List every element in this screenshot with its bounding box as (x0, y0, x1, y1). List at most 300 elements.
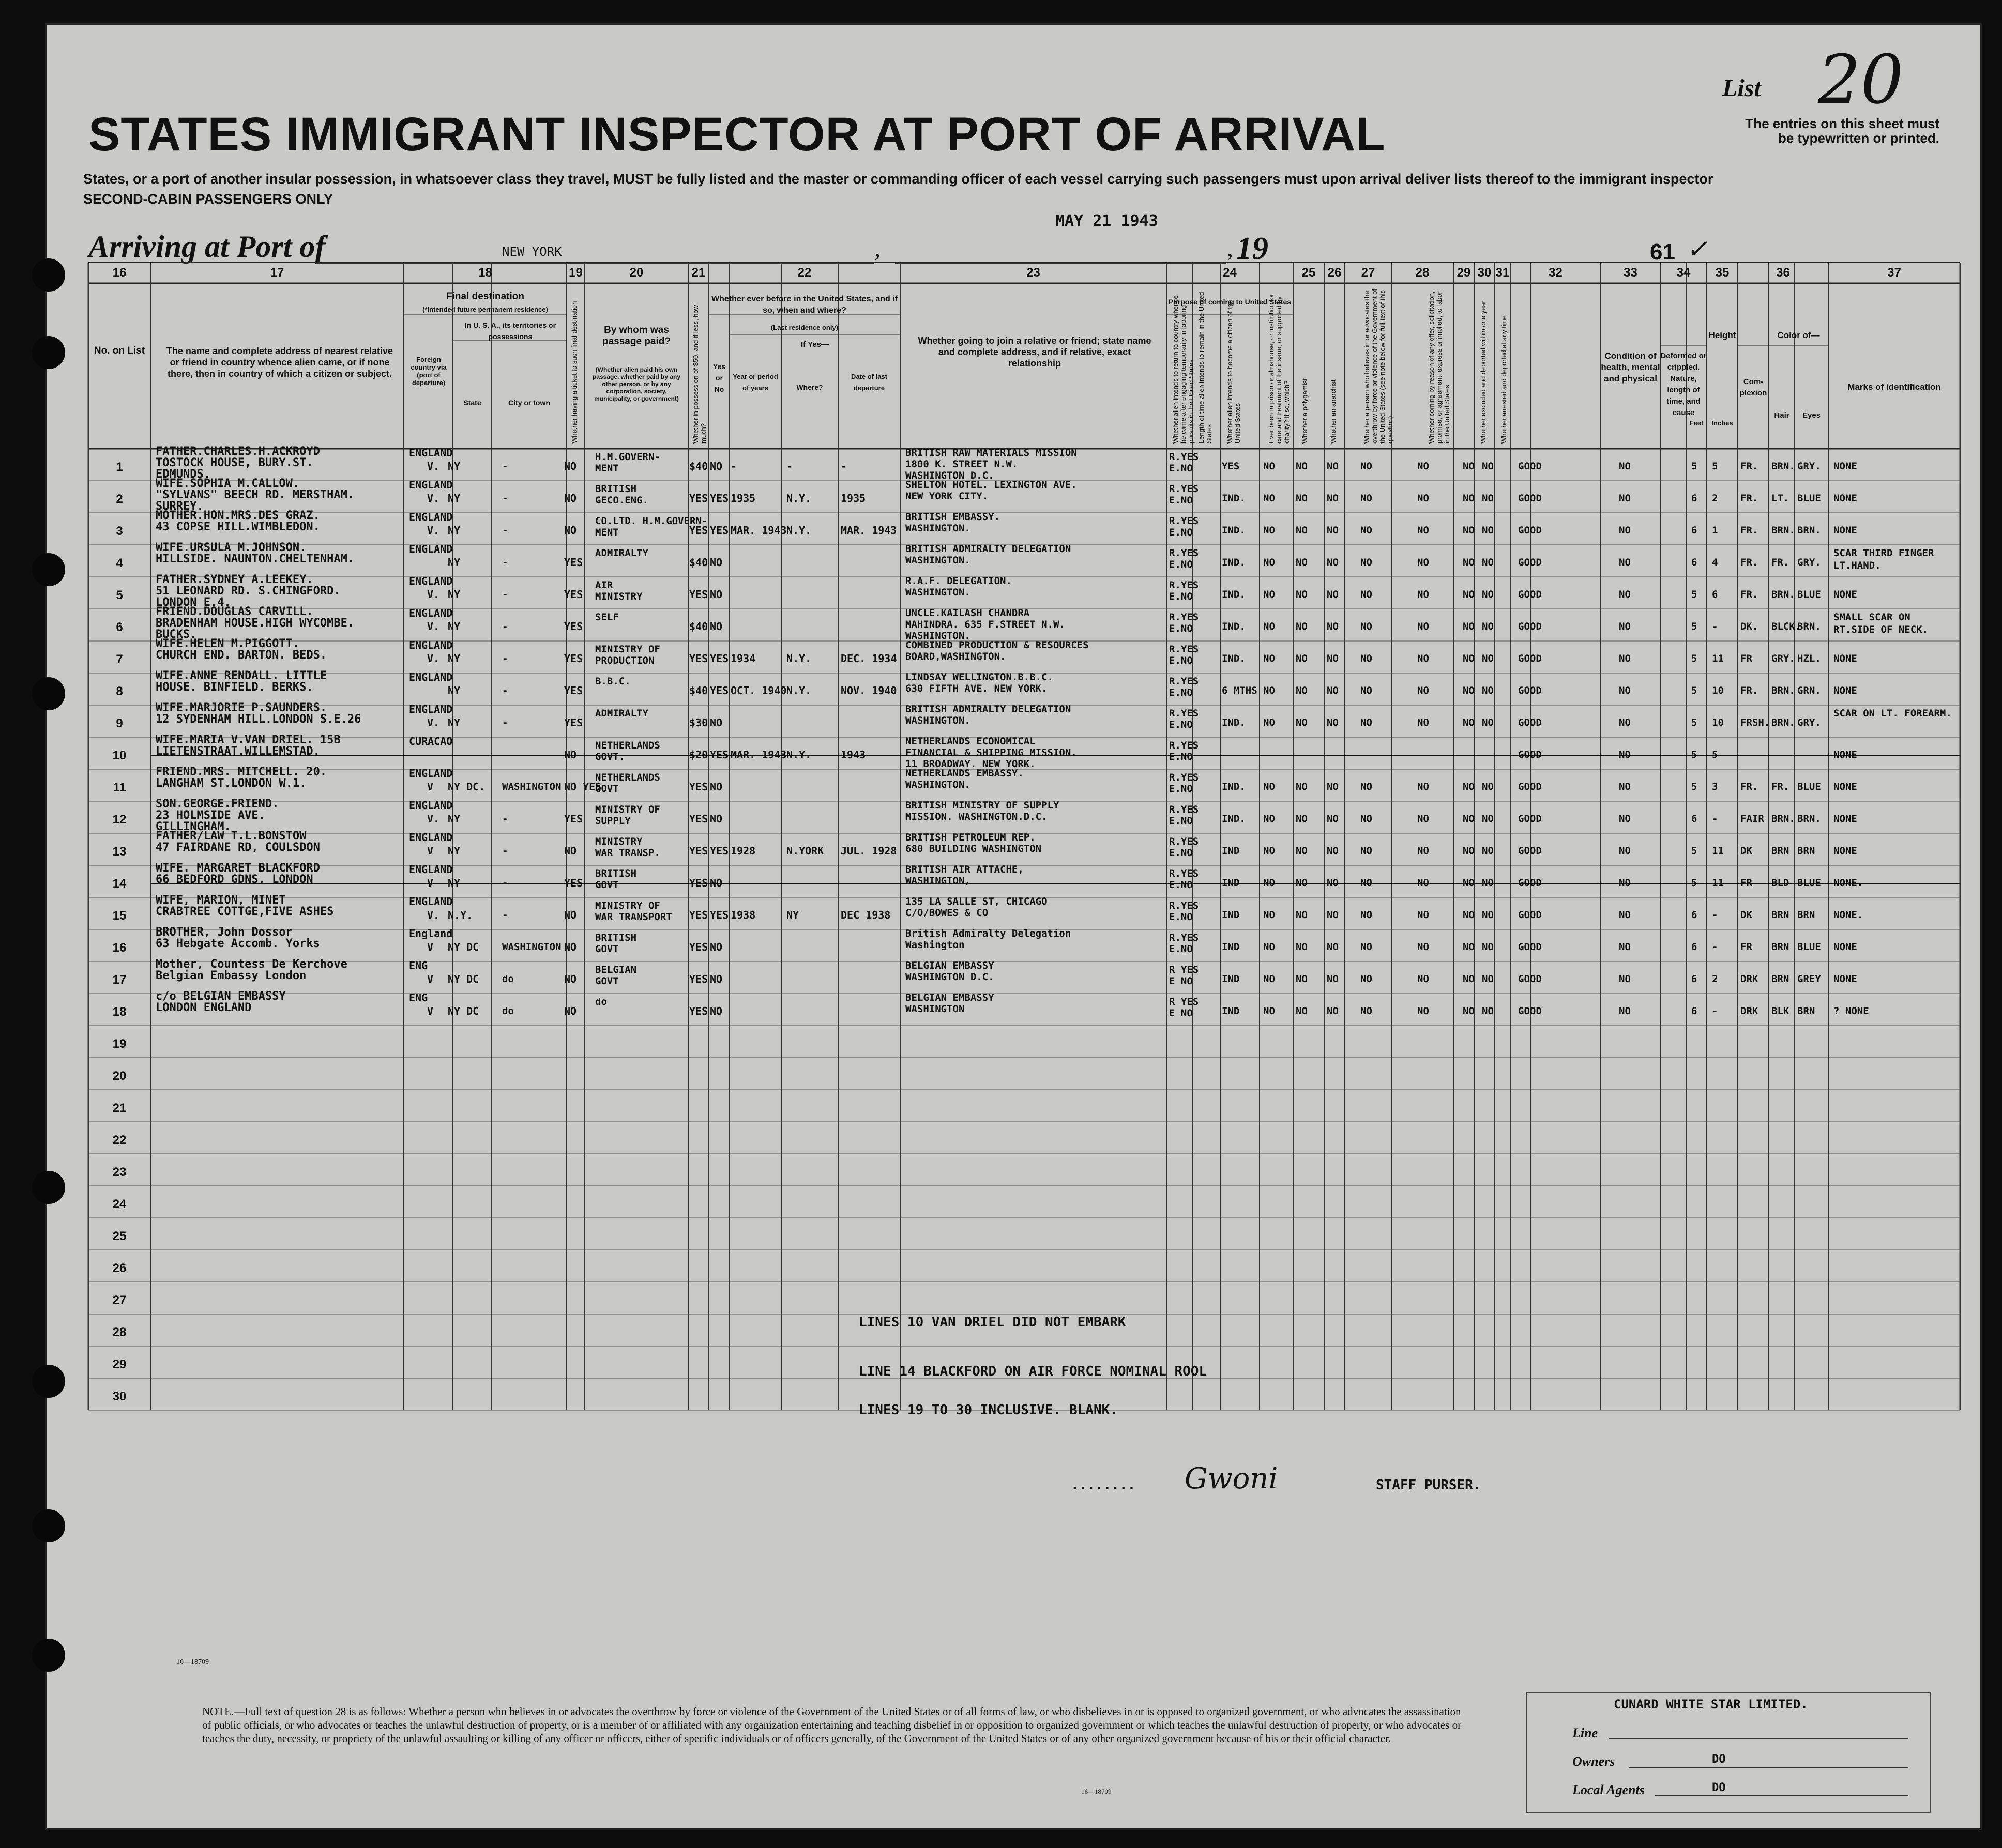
relative-address: 23 HOLMSIDE AVE. (156, 809, 265, 822)
relative-address: TOSTOCK HOUSE, BURY.ST. (156, 456, 313, 469)
height-feet: 6 (1691, 557, 1697, 568)
question-28-note: NOTE.—Full text of question 28 is as follows: Whether a person who believes in or advocates the overthrow by force or violence of the Government of the United States or of all forms of law, or who disbelieves in or is opposed to organized government, or who advocates the assassination of public officials, or who advocates or teaches the unlawful destruction of property, or is a member of or affiliated with any organization entertaining and teaching disbelief in or opposition to organized government or which teaches the unlawful destruction of property, or who advocates or teaches the duty, necessity, or propriety of the unlawful assaulting or killing of any officer or officers, either of specific individuals or of officers generally, of the Government of the United States or of any other organized government because of his or their official character. (202, 1705, 1462, 1745)
ticket: YES (564, 877, 583, 889)
health: GOOD (1518, 749, 1542, 760)
hair: BRN. (1771, 685, 1795, 696)
via: V. (427, 909, 440, 921)
purpose-e: E.NO (1169, 911, 1193, 923)
prison: NO (1263, 845, 1275, 857)
eyes: BLUE (1797, 877, 1821, 889)
foreign-country: ENGLAND (409, 511, 453, 523)
height-inches: 5 (1712, 461, 1718, 472)
money: $40 (689, 460, 708, 472)
agents-rule (1655, 1795, 1908, 1796)
ticket: YES (564, 620, 583, 633)
join-3: WASHINGTON. (905, 630, 970, 642)
row-number: 28 (112, 1325, 127, 1339)
join-2: 680 BUILDING WASHINGTON (905, 843, 1042, 854)
passage-paid-2: GOVT (595, 975, 619, 987)
purser-dots: ........ (1071, 1477, 1136, 1493)
ticket: YES (564, 716, 583, 729)
eyes: BRN. (1797, 525, 1821, 536)
strike-through (150, 883, 1960, 884)
via: V (427, 1005, 434, 1017)
health: GOOD (1518, 909, 1542, 921)
ticket: NO YES (564, 781, 602, 793)
join-2: WASHINGTON, (905, 875, 970, 887)
q30: NO (1463, 717, 1475, 728)
polygamist: NO (1296, 525, 1308, 536)
relative-address: LANGHAM ST.LONDON W.1. (156, 777, 307, 790)
line-rule (1609, 1738, 1908, 1739)
row-number: 13 (112, 845, 127, 859)
purpose-r: R.YES (1169, 836, 1199, 847)
q30: NO (1463, 685, 1475, 696)
join-2: NEW YORK CITY. (905, 491, 989, 502)
column-number: 36 (1776, 266, 1790, 280)
length: IND. (1222, 557, 1246, 568)
row-number: 30 (112, 1389, 127, 1403)
eyes: BRN. (1797, 621, 1821, 632)
anarchist: NO (1327, 973, 1339, 985)
q29: NO (1417, 589, 1429, 600)
header-hair: Hair (1774, 411, 1789, 420)
hair: BRN. (1771, 461, 1795, 472)
q28: NO (1360, 621, 1372, 632)
health: GOOD (1518, 461, 1542, 472)
purpose-e: E.NO (1169, 783, 1193, 795)
complexion: FR (1740, 877, 1752, 889)
polygamist: NO (1296, 877, 1308, 889)
city: - (502, 557, 508, 568)
foreign-country: ENGLAND (409, 767, 453, 780)
eyes: BRN (1797, 909, 1815, 921)
prison: NO (1263, 589, 1275, 600)
height-feet: 6 (1691, 1005, 1697, 1017)
header-last-residence: (Last residence only) (770, 324, 839, 331)
anarchist: NO (1327, 941, 1339, 953)
foreign-country: England (409, 927, 453, 940)
q31: NO (1482, 685, 1494, 696)
money: YES (689, 1005, 708, 1017)
city: WASHINGTON (502, 941, 562, 953)
q28: NO (1360, 685, 1372, 696)
join-1: LINDSAY WELLINGTON.B.B.C. (905, 671, 1053, 683)
height-inches: 2 (1712, 493, 1718, 504)
column-number: 22 (797, 266, 812, 280)
relative-name: WIFE.ANNE RENDALL. LITTLE (156, 669, 327, 682)
anarchist: NO (1327, 525, 1339, 536)
foreign-country: ENGLAND (409, 607, 453, 619)
line-label: Line (1572, 1725, 1598, 1740)
join-1: COMBINED PRODUCTION & RESOURCES (905, 639, 1089, 651)
complexion: FR. (1740, 781, 1758, 792)
passage-paid: H.M.GOVERN- (595, 451, 660, 463)
header-purpose: Purpose of coming to United States (1168, 298, 1292, 306)
deformed: NO (1619, 973, 1631, 985)
ticket: YES (564, 813, 583, 825)
comma-2: , (1227, 235, 1233, 262)
city: - (502, 493, 508, 504)
join-2: WASHINGTON. (905, 587, 970, 598)
row-number: 26 (112, 1261, 127, 1275)
join-1: BRITISH ADMIRALTY DELEGATION (905, 704, 1071, 715)
state: NY (448, 492, 461, 505)
complexion: FR. (1740, 493, 1758, 504)
polygamist: NO (1296, 973, 1308, 985)
relative-address: 12 SYDENHAM HILL.LONDON S.E.26 (156, 713, 361, 726)
row-number: 27 (112, 1293, 127, 1307)
binder-hole (32, 336, 65, 369)
state: NY (448, 588, 461, 601)
year: 1935 (731, 492, 756, 505)
via: V. (427, 813, 440, 825)
passage-paid-2: WAR TRANSPORT (595, 911, 672, 923)
polygamist: NO (1296, 813, 1308, 824)
hair: FR. (1771, 781, 1789, 792)
height-feet: 5 (1691, 621, 1697, 632)
eyes: GREY (1797, 973, 1821, 985)
foreign-country: ENG (409, 959, 428, 972)
header-nearest-relative: The name and complete address of nearest relative or friend in country whence alien came, or if none there, then in country of which a citizen or subject. (166, 346, 393, 379)
purpose-e: E.NO (1169, 559, 1193, 570)
relative-address: HOUSE. BINFIELD. BERKS. (156, 681, 313, 694)
column-number: 23 (1026, 266, 1040, 280)
join-2: MAHINDRA. 635 F.STREET N.W. (905, 619, 1065, 630)
deformed: NO (1619, 461, 1631, 472)
check-mark-icon: ✓ (1686, 235, 1708, 264)
q29: NO (1417, 493, 1429, 504)
city: WASHINGTON (502, 781, 562, 792)
complexion: FAIR (1740, 813, 1764, 824)
been-before: NO (710, 813, 723, 825)
header-usa: In U. S. A., its territories or possessions (464, 321, 556, 341)
foreign-country: ENGLAND (409, 671, 453, 683)
row-number: 7 (116, 652, 123, 666)
where: N.Y. (786, 749, 812, 761)
marks: NONE (1833, 685, 1857, 696)
column-number: 33 (1624, 266, 1637, 280)
column-number: 26 (1327, 266, 1342, 280)
foreign-country: ENGLAND (409, 639, 453, 651)
join-1: BELGIAN EMBASSY (905, 960, 994, 971)
q30: NO (1463, 973, 1475, 985)
header-c19: Whether having a ticket to such final destination (570, 301, 578, 444)
relative-address-2: BUCKS. (156, 628, 197, 641)
column-number: 16 (112, 266, 127, 280)
polygamist: NO (1296, 589, 1308, 600)
q30: NO (1463, 941, 1475, 953)
list-number: 20 (1818, 40, 1904, 119)
foreign-country: CURACAO (409, 735, 453, 747)
relative-name: MOTHER.HON.MRS.DES GRAZ. (156, 509, 320, 522)
relative-name: WIFE.URSULA M.JOHNSON. (156, 541, 307, 554)
anarchist: NO (1327, 493, 1339, 504)
column-number: 32 (1549, 266, 1563, 280)
q31: NO (1482, 557, 1494, 568)
deformed: NO (1619, 877, 1631, 889)
q28: NO (1360, 781, 1372, 792)
eyes: BLUE (1797, 781, 1821, 792)
q28: NO (1360, 973, 1372, 985)
hair: BRN (1771, 973, 1789, 985)
q31: NO (1482, 941, 1494, 953)
city: - (502, 845, 508, 857)
relative-address-2: EDMUNDS. (156, 468, 210, 481)
header-c30: Whether excluded and deported within one year (1479, 300, 1487, 444)
anarchist: NO (1327, 877, 1339, 889)
form-code-2: 16—18709 (1081, 1788, 1112, 1795)
q31: NO (1482, 493, 1494, 504)
q28: NO (1360, 653, 1372, 664)
purpose-r: R.YES (1169, 676, 1199, 687)
q28: NO (1360, 557, 1372, 568)
money: YES (689, 652, 708, 665)
relative-address: CHURCH END. BARTON. BEDS. (156, 649, 327, 662)
column-number: 34 (1676, 266, 1691, 280)
polygamist: NO (1296, 557, 1308, 568)
passage-paid-2: WAR TRANSP. (595, 847, 660, 859)
q31: NO (1482, 877, 1494, 889)
money: YES (689, 909, 708, 921)
binder-hole (32, 553, 65, 586)
money: YES (689, 524, 708, 537)
note-line-2: be typewritten or printed. (1778, 130, 1939, 146)
binder-hole (32, 1171, 65, 1204)
owners-value: DO (1712, 1753, 1726, 1766)
company-name: CUNARD WHITE STAR LIMITED. (1614, 1697, 1808, 1712)
state: NY DC (448, 941, 479, 953)
money: YES (689, 588, 708, 601)
q29: NO (1417, 621, 1429, 632)
passage-paid: do (595, 996, 607, 1007)
passage-paid: CO.LTD. H.M.GOVERN- (595, 515, 708, 527)
polygamist: NO (1296, 941, 1308, 953)
complexion: FR. (1740, 557, 1758, 568)
health: GOOD (1518, 653, 1542, 664)
join-1: NETHERLANDS EMBASSY. (905, 768, 1024, 779)
comma: , (874, 235, 881, 262)
via: V (427, 877, 434, 889)
relative-name: FATHER.CHARLES.H.ACKROYD (156, 445, 320, 458)
health: GOOD (1518, 717, 1542, 728)
header-c28: Whether a person who believes in or advocates the overthrow by force or violence of the Government of the United States (see note below for full text of this question) (1363, 288, 1394, 444)
money: $30 (689, 716, 708, 729)
state: NY (448, 716, 461, 729)
marks: SCAR ON LT. FOREARM. (1833, 708, 1952, 719)
year: MAR. 1943 (731, 749, 787, 761)
health: GOOD (1518, 973, 1542, 985)
row-number: 29 (112, 1357, 127, 1371)
passage-paid: BELGIAN (595, 964, 637, 975)
join-1: BRITISH AIR ATTACHE, (905, 864, 1024, 875)
eyes: BLUE (1797, 941, 1821, 953)
purpose-r: R.YES (1169, 708, 1199, 719)
row-number: 9 (116, 716, 123, 730)
deformed: NO (1619, 941, 1631, 953)
passage-paid: B.B.C. (595, 676, 631, 687)
q28: NO (1360, 461, 1372, 472)
header-where: Where? (796, 383, 823, 391)
via: V. (427, 524, 440, 537)
complexion: DRK (1740, 1005, 1758, 1017)
height-feet: 5 (1691, 877, 1697, 889)
been-before: NO (710, 781, 723, 793)
port-value: NEW YORK (502, 245, 562, 259)
ticket: NO (564, 973, 577, 985)
header-c24_b: Length of time alien intends to remain in the United States (1197, 292, 1213, 444)
height-feet: 5 (1691, 717, 1697, 728)
passage-paid: BRITISH (595, 868, 637, 879)
row-number: 3 (116, 524, 123, 538)
purpose-e: E.NO (1169, 655, 1193, 666)
length: IND (1222, 973, 1240, 985)
complexion: DRK (1740, 973, 1758, 985)
marks: SMALL SCAR ON RT.SIDE OF NECK. (1833, 612, 1929, 635)
deformed: NO (1619, 1005, 1631, 1017)
money: YES (689, 845, 708, 857)
money: YES (689, 877, 708, 889)
where: - (786, 460, 793, 472)
q29: NO (1417, 813, 1429, 824)
passage-paid-2: MENT (595, 527, 619, 538)
height-feet: 6 (1691, 973, 1697, 985)
marks: NONE (1833, 781, 1857, 792)
deformed: NO (1619, 621, 1631, 632)
q28: NO (1360, 493, 1372, 504)
anarchist: NO (1327, 845, 1339, 857)
ticket: NO (564, 460, 577, 472)
hair: LT. (1771, 493, 1789, 504)
header-deformed: Deformed or crippled. Nature, length of time, and cause (1660, 352, 1707, 417)
hair: BRN. (1771, 813, 1795, 824)
purser-title: STAFF PURSER. (1376, 1477, 1481, 1493)
polygamist: NO (1296, 717, 1308, 728)
been-before: YES (710, 524, 729, 537)
hair: BLK (1771, 1005, 1789, 1017)
anarchist: NO (1327, 461, 1339, 472)
height-feet: 6 (1691, 813, 1697, 824)
join-1: BRITISH PETROLEUM REP. (905, 832, 1036, 843)
hair: BRN (1771, 909, 1789, 921)
q30: NO (1463, 909, 1475, 921)
deformed: NO (1619, 589, 1631, 600)
q28: NO (1360, 1005, 1372, 1017)
row-number: 15 (112, 909, 127, 923)
q29: NO (1417, 973, 1429, 985)
foreign-country: ENGLAND (409, 863, 453, 876)
health: GOOD (1518, 557, 1542, 568)
been-before: NO (710, 941, 723, 953)
header-c21: Whether in possession of $50, and if less, how much? (692, 304, 707, 444)
height-inches: 4 (1712, 557, 1718, 568)
join-1: BRITISH EMBASSY. (905, 511, 1000, 523)
health: GOOD (1518, 621, 1542, 632)
header-c27: Whether an anarchist (1329, 379, 1337, 444)
date-last: DEC 1938 (841, 909, 891, 921)
city: - (502, 525, 508, 536)
height-inches: 6 (1712, 589, 1718, 600)
join-3: 11 BROADWAY. NEW YORK. (905, 758, 1036, 770)
marks: NONE (1833, 653, 1857, 664)
deformed: NO (1619, 845, 1631, 857)
header-c31: Whether arrested and deported at any time (1500, 315, 1508, 444)
length: IND. (1222, 493, 1246, 504)
passage-paid: SELF (595, 612, 619, 623)
purpose-e: E NO (1169, 1007, 1193, 1019)
marks: NONE (1833, 525, 1857, 536)
header-color-of: Color of— (1777, 330, 1820, 340)
header-no-on-list: No. on List (94, 345, 145, 356)
ticket: YES (564, 652, 583, 665)
join-1: NETHERLANDS ECONOMICAL (905, 736, 1036, 747)
join-2: BOARD,WASHINGTON. (905, 651, 1006, 662)
owners-label: Owners (1572, 1754, 1615, 1769)
q30: NO (1463, 845, 1475, 857)
purpose-e: E.NO (1169, 463, 1193, 474)
deformed: NO (1619, 685, 1631, 696)
strike-through (150, 755, 1960, 756)
agents-value: DO (1712, 1781, 1726, 1794)
row-number: 10 (112, 749, 127, 762)
q28: NO (1360, 909, 1372, 921)
been-before: YES (710, 909, 729, 921)
passage-paid: BRITISH (595, 483, 637, 495)
passage-paid: BRITISH (595, 932, 637, 943)
q29: NO (1417, 717, 1429, 728)
marks: NONE (1833, 845, 1857, 857)
year: - (731, 460, 737, 472)
where: N.Y. (786, 524, 812, 537)
deformed: NO (1619, 813, 1631, 824)
header-final-destination: Final destination (446, 291, 524, 302)
deformed: NO (1619, 653, 1631, 664)
polygamist: NO (1296, 461, 1308, 472)
state: NY (448, 620, 461, 633)
been-before: YES (710, 845, 729, 857)
where: N.Y. (786, 684, 812, 697)
state: NY (448, 524, 461, 537)
been-before: NO (710, 877, 723, 889)
ticket: YES (564, 588, 583, 601)
health: GOOD (1518, 589, 1542, 600)
purpose-r: R.YES (1169, 804, 1199, 815)
height-inches: - (1712, 941, 1718, 953)
anarchist: NO (1327, 781, 1339, 792)
marks: NONE (1833, 493, 1857, 504)
row-number: 23 (112, 1165, 127, 1179)
header-height: Height (1708, 330, 1736, 340)
length: IND. (1222, 717, 1246, 728)
polygamist: NO (1296, 845, 1308, 857)
q31: NO (1482, 653, 1494, 664)
length: 6 MTHS (1222, 685, 1257, 696)
hair: FR. (1771, 557, 1789, 568)
city: do (502, 973, 514, 985)
passage-paid: MINISTRY OF (595, 804, 660, 815)
date-last: JUL. 1928 (841, 845, 897, 857)
prison: NO (1263, 877, 1275, 889)
anarchist: NO (1327, 653, 1339, 664)
note-line-2: LINE 14 BLACKFORD ON AIR FORCE NOMINAL ROOL (859, 1364, 1207, 1379)
join-2: WASHINGTON. (905, 715, 970, 726)
relative-name: FRIEND.MRS. MITCHELL. 20. (156, 766, 327, 778)
prison: NO (1263, 557, 1275, 568)
prison: NO (1263, 493, 1275, 504)
via: V (427, 973, 434, 985)
passage-paid-2: GOVT. (595, 751, 625, 762)
join-2: WASHINGTON. (905, 555, 970, 566)
